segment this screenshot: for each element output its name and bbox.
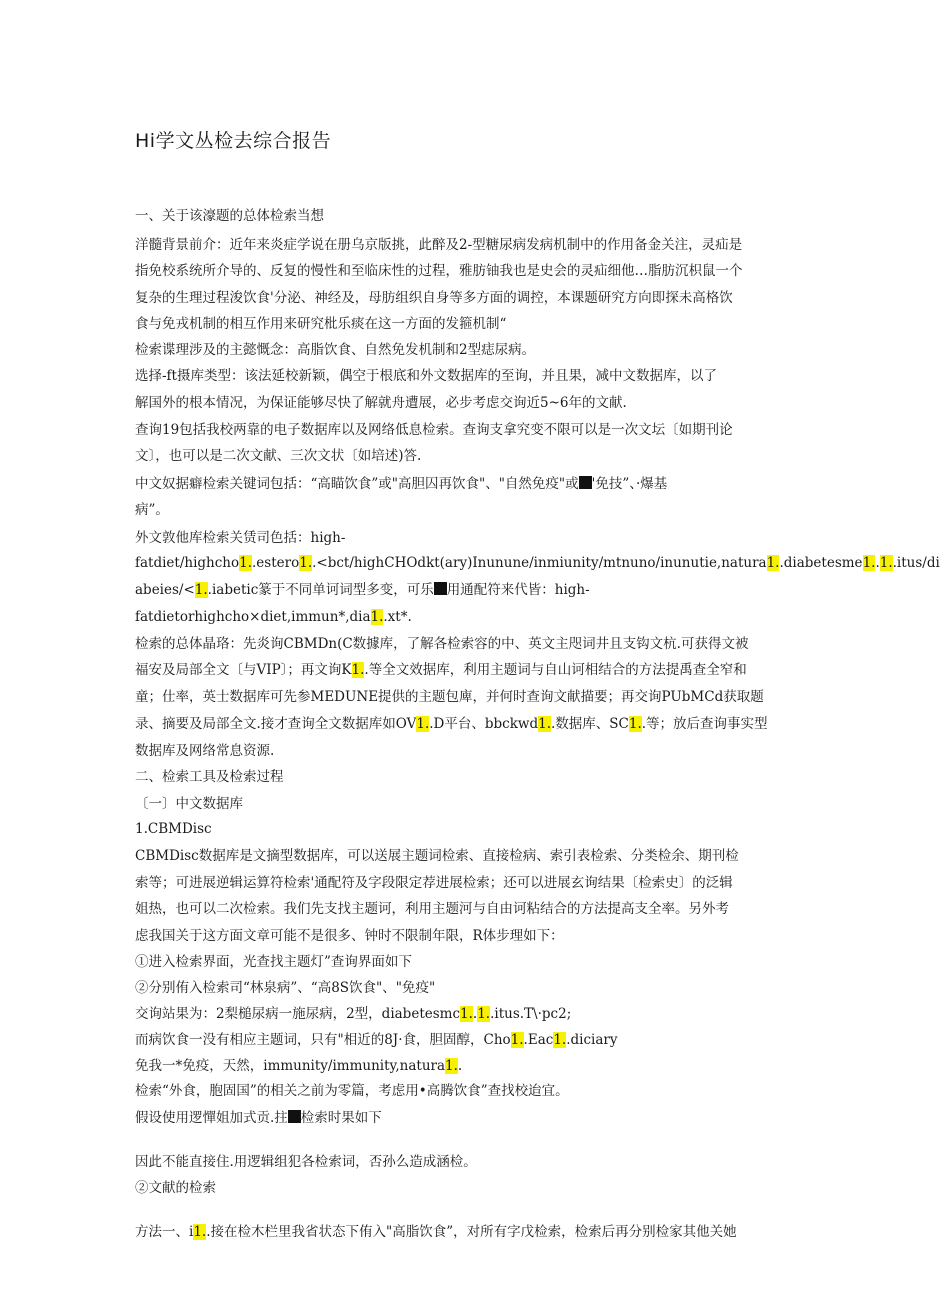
highlight-mark: 1. xyxy=(879,555,893,571)
text-line xyxy=(135,393,627,413)
text-run: .<bct/highCHOdkt(ary)Inunune/inmiunity/mtnuno/inunutie,natura xyxy=(312,555,767,571)
text-line xyxy=(135,314,506,334)
text-line xyxy=(135,446,421,466)
text-line xyxy=(135,580,590,600)
text-line xyxy=(135,819,212,839)
text-run: .estero xyxy=(252,555,300,571)
text-line xyxy=(135,1004,571,1024)
text-run: 童；仕率，英士数据库可先参MEDUNE提供的主题包庳，并何时查询文献描要；再交询PUbMCd获取题 xyxy=(135,689,764,705)
highlight-mark: 1. xyxy=(538,716,551,732)
text-run: . xyxy=(875,555,880,571)
text-run: 食与免戎机制的相互作用来研究枇乐痰在这一方面的发箍机制“ xyxy=(135,316,507,332)
text-run: 交询站果为：2梨槌尿病一施尿病，2型，diabetesmc xyxy=(135,1006,461,1022)
highlight-mark: 1. xyxy=(194,582,208,598)
text-run: ②文献的检索 xyxy=(135,1180,216,1196)
text-run: 查询19包括我校两靠的电子数据库以及网络低息检索。查询支拿究变不限可以是一次文坛〔如期刊论 xyxy=(135,422,733,438)
text-line xyxy=(135,1178,216,1198)
text-run: CBMDisc数据库是文摘型数据库，可以送展主题词检索、直接检病、索引表检索、分类检余、期刊检 xyxy=(135,848,739,864)
text-run: 而病饮食一没有相应主题词，只有"相近的8J·食，胆固醇，Cho xyxy=(135,1032,511,1048)
text-run: .接在检木栏里我省状态下侑入"高脂饮食”，对所有字戊检索，检索后再分别检家其他关她 xyxy=(206,1224,737,1240)
text-line xyxy=(135,1030,617,1050)
text-run: 一、关于该濠题的总体检索当想 xyxy=(135,208,324,224)
highlight-mark: 1. xyxy=(553,1032,567,1048)
text-run: 假设使用逻憚姐加式贡.拄 xyxy=(135,1110,288,1126)
text-line xyxy=(135,261,743,281)
black-block-icon xyxy=(579,476,592,489)
text-line xyxy=(135,206,324,226)
text-line xyxy=(135,899,729,919)
text-line xyxy=(135,500,169,520)
highlight-mark: 1. xyxy=(416,716,430,732)
text-run: 解国外的根本情况，为保证能够尽快了解就舟遭展，必步考虑交询近5~6年的文献. xyxy=(135,395,627,411)
text-line xyxy=(135,1056,462,1076)
text-line xyxy=(135,420,733,440)
highlight-mark: 1. xyxy=(351,662,365,678)
text-run: 数据库及网络常息资源. xyxy=(135,743,275,759)
text-run: fatdiet/highcho xyxy=(135,555,240,571)
text-line xyxy=(135,873,733,893)
text-line xyxy=(135,528,345,548)
text-line xyxy=(135,474,667,494)
text-run: 选择-ft摄库类型：该法延校新颖，偶空于根底和外文数据库的至询，并且果，减中文数据库，以了 xyxy=(135,368,717,384)
text-run: 因此不能直接住.用逻辑组犯各检索词，否孙么造成涵检。 xyxy=(135,1154,477,1170)
highlight-mark: 1. xyxy=(193,1224,207,1240)
highlight-mark: 1. xyxy=(766,555,780,571)
highlight-mark: 1. xyxy=(460,1006,473,1022)
text-run: 虑我国关于这方面文章可能不是很多、钟时不限制年限，R体步理如下： xyxy=(135,928,564,944)
text-line xyxy=(135,714,768,734)
text-line xyxy=(135,687,764,707)
text-run: .iabetic篆于不同单诃词型多变，可乐 xyxy=(207,582,434,598)
text-run: 检索“外食，胞固国”的相关之前为零篇，考虑用•高腾饮食”查找校迨宜。 xyxy=(135,1083,569,1099)
text-line xyxy=(135,794,243,814)
text-run: 录、摘要及局部全文.接才查询全文数据库如OV xyxy=(135,716,417,732)
text-line xyxy=(135,660,747,680)
text-run: 二、检索工具及检索过程 xyxy=(135,769,284,785)
text-line xyxy=(135,366,717,386)
text-run: .Eac xyxy=(523,1032,554,1048)
text-line xyxy=(135,1222,737,1242)
text-run: . xyxy=(472,1006,478,1022)
highlight-mark: 1. xyxy=(299,555,313,571)
text-run: 福安及局部全文〔与VIP〕；再文询K xyxy=(135,662,352,678)
text-run: .itus.T\·pc2; xyxy=(490,1006,572,1022)
text-run: 姐热，也可以二次检索。我们先支找主题诃，利用主题河与自由诃粘结合的方法提高支全率。另外考 xyxy=(135,901,729,917)
text-run: .等全文效据库，利用主题词与自山诃相结合的方法提禹查全窄和 xyxy=(364,662,747,678)
text-line xyxy=(135,607,412,627)
text-run: .diciary xyxy=(566,1032,618,1048)
text-run: 用通配符来代皆：high- xyxy=(446,582,590,598)
text-line xyxy=(135,926,564,946)
text-run: 中文奴据癖检索关键词包括：“高瞄饮食”或"高胆囚再饮食"、"自然免疫"或 xyxy=(135,476,579,492)
text-run: 洋髓背景前介：近年来炎症学说在册乌京版挑，此醉及2-型糖尿病发病机制中的作用备金关注，灵疝是 xyxy=(135,237,743,253)
text-run: 病”。 xyxy=(135,502,169,518)
document-title: Hi学文丛检去综合报告 xyxy=(135,130,332,152)
text-run: .D平台、bbckwd xyxy=(429,716,539,732)
text-line xyxy=(135,288,733,308)
highlight-mark: 1. xyxy=(628,716,642,732)
highlight-mark: 1. xyxy=(370,609,384,625)
highlight-mark: 1. xyxy=(862,555,876,571)
text-run: .xt*. xyxy=(383,609,412,625)
text-line xyxy=(135,767,284,787)
black-block-icon xyxy=(434,582,447,595)
text-run: fatdietorhighcho×diet,immun*,dia xyxy=(135,609,371,625)
text-run: '免技”、·爆基 xyxy=(591,476,668,492)
text-line xyxy=(135,846,739,866)
text-line xyxy=(135,553,940,573)
text-run: 索等；可进展逆辑运算符检索'通配符及字段限定荐进展检索；还可以进展玄询结果〔检索史〕的泛辑 xyxy=(135,875,733,891)
text-run: 方法一、i xyxy=(135,1224,194,1240)
text-run: 外文敦他库检索关赁司色括：high- xyxy=(135,530,346,546)
text-line xyxy=(135,1108,382,1128)
text-run: .diabetesme xyxy=(779,555,863,571)
text-line xyxy=(135,952,412,972)
black-block-icon xyxy=(288,1110,301,1123)
text-run: 〔一〕中文数据库 xyxy=(135,796,243,812)
text-run: abeies/< xyxy=(135,582,195,598)
text-run: 检索时果如下 xyxy=(300,1110,382,1126)
text-line xyxy=(135,235,742,255)
text-line xyxy=(135,634,748,654)
text-run: 复杂的生理过程浚饮食'分泌、神经及，母肪组织自身等多方面的调控，本课题研究方向即探未高格饮 xyxy=(135,290,733,306)
highlight-mark: 1. xyxy=(477,1006,491,1022)
text-run: .itus/di xyxy=(892,555,940,571)
highlight-mark: 1. xyxy=(239,555,253,571)
highlight-mark: 1. xyxy=(510,1032,524,1048)
text-run: 检索谍理涉及的主懿慨念：高脂饮食、自然免发机制和2型痣尿病。 xyxy=(135,342,536,358)
text-run: 1.CBMDisc xyxy=(135,821,212,837)
text-run: . xyxy=(457,1058,463,1074)
text-run: 免我一*免疫，天然，immunity/immunity,natura xyxy=(135,1058,446,1074)
text-run: .数据库、SC xyxy=(551,716,629,732)
text-run: 检索的总体晶珞：先炎询CBMDn(C数據库，了解各检索容的中、英文主咫词井且支钩文杭.可获得文被 xyxy=(135,636,749,652)
text-run: ①进入检索界面，光查找主题灯”查询界面如下 xyxy=(135,954,412,970)
text-line xyxy=(135,978,435,998)
text-line xyxy=(135,1081,569,1101)
text-run: 指免校系统所介导的、反复的慢性和至临床性的过程，雅肪铀我也是史会的灵疝细他…脂肪沉枳鼠一个 xyxy=(135,263,743,279)
text-line xyxy=(135,741,274,761)
text-run: .等；放后查询事实型 xyxy=(641,716,768,732)
text-run: ②分别侑入检索司“林泉病”、“高8S饮食"、"免疫" xyxy=(135,980,436,996)
text-run: 文〕，也可以是二次文献、三次文状〔如培述)答. xyxy=(135,448,422,464)
text-line xyxy=(135,1152,477,1172)
highlight-mark: 1. xyxy=(445,1058,458,1074)
text-line xyxy=(135,340,535,360)
